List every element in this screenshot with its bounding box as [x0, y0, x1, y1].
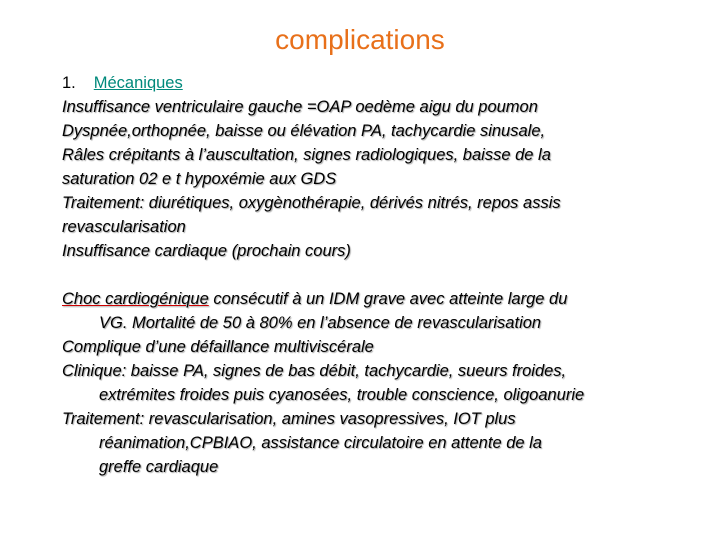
text-line-saturation: saturation 02 e t hypoxémie aux GDS	[62, 170, 337, 188]
text-line-oap: Insuffisance ventriculaire gauche =OAP oedème aigu du poumon	[62, 98, 538, 116]
text-line-complique: Complique d’une défaillance multiviscérale	[62, 338, 374, 356]
text-line-choc	[62, 287, 702, 311]
heading-mecaniques: Mécaniques	[93, 74, 183, 92]
text-line-dyspnee: Dyspnée,orthopnée, baisse ou élévation PA, tachycardie sinusale,	[62, 122, 546, 140]
choc-term: Choc cardiogénique	[62, 290, 209, 308]
text-line-rales: Râles crépitants à l’auscultation, signes radiologiques, baisse de la	[62, 146, 551, 164]
text-line-greffe: greffe cardiaque	[99, 458, 219, 476]
text-line-traitement: Traitement: diurétiques, oxygènothérapie, dérivés nitrés, repos assis	[62, 194, 561, 212]
text-line-insuffisance-cardiaque: Insuffisance cardiaque (prochain cours)	[62, 242, 351, 260]
list-heading	[62, 71, 702, 95]
text-line-clinique: Clinique: baisse PA, signes de bas débit, tachycardie, sueurs froides,	[62, 362, 567, 380]
list-number: 1.	[62, 74, 76, 92]
section-mechanical	[62, 71, 702, 263]
choc-desc: consécutif à un IDM grave avec atteinte large du	[208, 290, 568, 308]
section-choc	[62, 287, 702, 479]
text-line-traitement-choc: Traitement: revascularisation, amines vasopressives, IOT plus	[62, 410, 516, 428]
text-line-extremites: extrémites froides puis cyanosées, trouble conscience, oligoanurie	[99, 386, 585, 404]
text-line-revascularisation: revascularisation	[62, 218, 186, 236]
text-line-mortalite: VG. Mortalité de 50 à 80% en l’absence de revascularisation	[99, 314, 542, 332]
slide-title: complications	[275, 24, 445, 55]
text-line-reanimation: réanimation,CPBIAO, assistance circulatoire en attente de la	[99, 434, 542, 452]
